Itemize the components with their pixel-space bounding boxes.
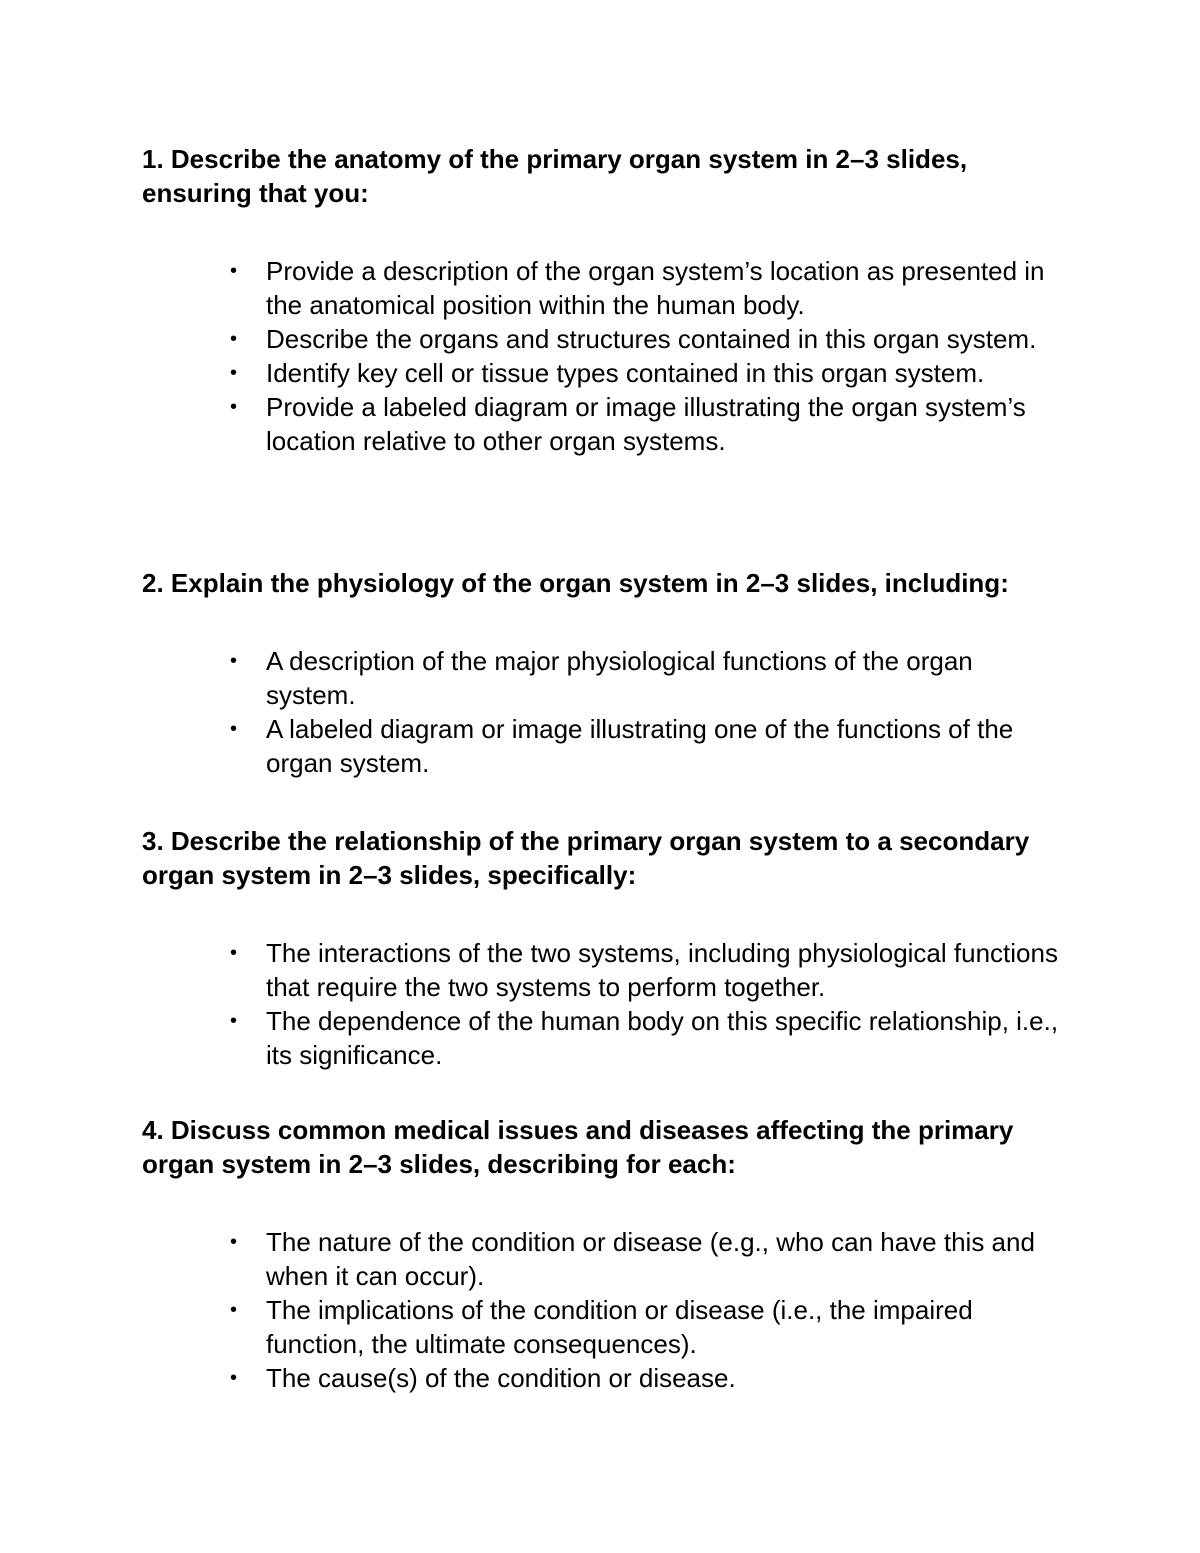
bullet-list xyxy=(142,936,1062,1072)
list-item-text: Describe the organs and structures contained in this organ system. xyxy=(266,324,1037,354)
list-item-text: Identify key cell or tissue types contained in this organ system. xyxy=(266,358,985,388)
bullet-icon: • xyxy=(230,1231,238,1253)
list-item-text: The implications of the condition or disease (i.e., the impaired function, the ultimate consequences). xyxy=(266,1295,973,1359)
list-item xyxy=(142,254,1066,322)
bullet-icon: • xyxy=(230,942,238,964)
bullet-list xyxy=(142,644,1062,780)
section-heading: 2. Explain the physiology of the organ system in 2–3 slides, including: xyxy=(142,568,1009,598)
bullet-icon: • xyxy=(230,362,238,384)
list-item-text: The dependence of the human body on this specific relationship, i.e., its significance. xyxy=(266,1006,1059,1070)
list-item xyxy=(142,1361,1066,1395)
bullet-icon: • xyxy=(230,650,238,672)
bullet-icon: • xyxy=(230,328,238,350)
list-item xyxy=(142,1293,1066,1361)
list-item xyxy=(142,712,1066,780)
bullet-icon: • xyxy=(230,1367,238,1389)
list-item-text: The interactions of the two systems, including physiological functions that require the two systems to perform together. xyxy=(266,938,1058,1002)
bullet-icon: • xyxy=(230,1010,238,1032)
list-item xyxy=(142,356,1066,390)
section-relationship xyxy=(142,824,1062,1072)
list-item xyxy=(142,322,1066,356)
list-item xyxy=(142,1004,1066,1072)
list-item xyxy=(142,1225,1066,1293)
bullet-icon: • xyxy=(230,260,238,282)
list-item-text: Provide a labeled diagram or image illustrating the organ system’s location relative to other organ systems. xyxy=(266,392,1026,456)
list-item-text: The cause(s) of the condition or disease. xyxy=(266,1363,736,1393)
section-medical-issues xyxy=(142,1113,1062,1395)
section-heading: 4. Discuss common medical issues and diseases affecting the primary organ system in 2–3 slides, describing for each: xyxy=(142,1115,1014,1179)
bullet-list xyxy=(142,1225,1062,1395)
list-item xyxy=(142,936,1066,1004)
list-item-text: Provide a description of the organ system’s location as presented in the anatomical position within the human body. xyxy=(266,256,1045,320)
section-heading: 1. Describe the anatomy of the primary organ system in 2–3 slides, ensuring that you: xyxy=(142,144,968,208)
list-item-text: The nature of the condition or disease (e.g., who can have this and when it can occur). xyxy=(266,1227,1035,1291)
bullet-icon: • xyxy=(230,396,238,418)
section-anatomy xyxy=(142,142,1062,458)
list-item-text: A description of the major physiological functions of the organ system. xyxy=(266,646,973,710)
section-heading: 3. Describe the relationship of the primary organ system to a secondary organ system in 2–3 slides, specifically: xyxy=(142,826,1030,890)
list-item-text: A labeled diagram or image illustrating one of the functions of the organ system. xyxy=(266,714,1014,778)
bullet-list xyxy=(142,254,1062,458)
bullet-icon: • xyxy=(230,718,238,740)
list-item xyxy=(142,390,1066,458)
list-item xyxy=(142,644,1066,712)
bullet-icon: • xyxy=(230,1299,238,1321)
section-physiology xyxy=(142,566,1062,780)
